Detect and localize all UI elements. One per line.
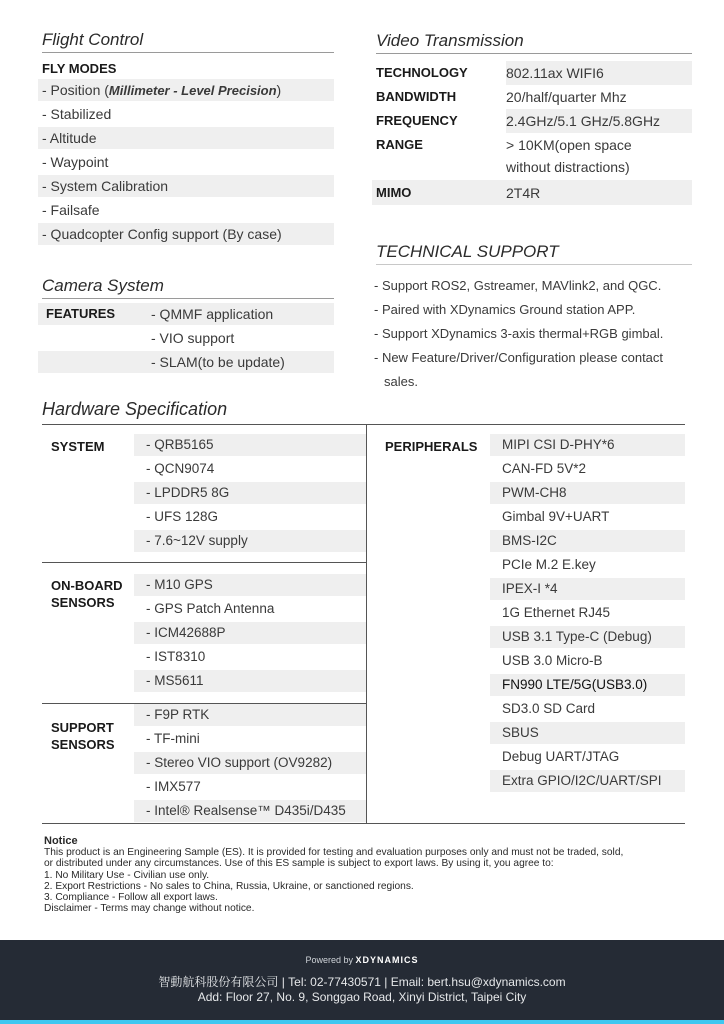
hardware-spec-title: Hardware Specification — [42, 399, 228, 419]
tech-support-line: - Support ROS2, Gstreamer, MAVlink2, and QGC. — [374, 278, 662, 293]
video-transmission-title: Video Transmission — [376, 31, 692, 54]
peripheral-item: SBUS — [490, 722, 685, 744]
video-row-technology: TECHNOLOGY 802.11ax WIFI6 — [372, 61, 692, 85]
video-row-range: RANGE > 10KM(open space without distractions) — [376, 137, 632, 175]
peripheral-item: Gimbal 9V+UART — [502, 509, 610, 524]
fly-mode-waypoint: - Waypoint — [42, 154, 109, 170]
camera-features-row — [38, 303, 334, 325]
fly-mode-position: - Position (Millimeter - Level Precision) — [38, 79, 334, 101]
peripheral-item: USB 3.1 Type-C (Debug) — [490, 626, 685, 648]
fly-mode-altitude: - Altitude — [38, 127, 334, 149]
fly-mode-failsafe: - Failsafe — [42, 202, 100, 218]
fly-modes-header: FLY MODES — [42, 61, 117, 76]
xdynamics-logo: XDYNAMICS — [355, 955, 419, 965]
powered-by: Powered by XDYNAMICS — [305, 955, 419, 965]
support-item: - Intel® Realsense™ D435i/D435 — [134, 800, 366, 822]
peripheral-item: PCIe M.2 E.key — [502, 557, 596, 572]
sensor-item: - GPS Patch Antenna — [146, 601, 275, 616]
notice-line: This product is an Engineering Sample (ES). It is provided for testing and evaluation purposes only and must not be traded, sold, — [44, 847, 624, 859]
notice-block — [44, 836, 694, 914]
sensor-item: - ICM42688P — [134, 622, 366, 644]
system-item: - QRB5165 — [134, 434, 366, 456]
support-item: - TF-mini — [146, 731, 200, 746]
camera-feature: - VIO support — [151, 330, 235, 346]
support-item: - F9P RTK — [134, 704, 366, 726]
precision-note: Millimeter - Level Precision — [108, 83, 277, 98]
system-item: - 7.6~12V supply — [134, 530, 366, 552]
sensor-item: - IST8310 — [146, 649, 206, 664]
video-row-frequency: FREQUENCY 2.4GHz/5.1 GHz/5.8GHz — [372, 109, 692, 133]
peripheral-item: 1G Ethernet RJ45 — [502, 605, 611, 620]
support-sensors-label: SUPPORT SENSORS — [51, 720, 115, 752]
system-item: - QCN9074 — [146, 461, 215, 476]
peripheral-item: USB 3.0 Micro-B — [502, 653, 603, 668]
tech-support-line: - Support XDynamics 3-axis thermal+RGB gimbal. — [374, 326, 664, 341]
footer-accent-stripe — [0, 1020, 724, 1024]
hardware-row-divider — [42, 562, 367, 563]
notice-line: 1. No Military Use - Civilian use only. — [44, 869, 210, 881]
support-item: - IMX577 — [146, 779, 201, 794]
peripheral-item: PWM-CH8 — [490, 482, 685, 504]
peripheral-item: Extra GPIO/I2C/UART/SPI — [490, 770, 685, 792]
notice-line: 3. Compliance - Follow all export laws. — [44, 892, 218, 904]
peripheral-item: SD3.0 SD Card — [502, 701, 596, 716]
support-item: - Stereo VIO support (OV9282) — [134, 752, 366, 774]
peripherals-label: PERIPHERALS — [385, 439, 478, 454]
footer-address: Add: Floor 27, No. 9, Songgao Road, Xinyi District, Taipei City — [197, 990, 527, 1004]
footer — [0, 940, 724, 1020]
fly-mode-stabilized: - Stabilized — [42, 106, 112, 122]
notice-title: Notice — [44, 835, 78, 847]
features-label: FEATURES — [46, 306, 116, 321]
system-item: - UFS 128G — [146, 509, 219, 524]
hardware-divider — [366, 424, 367, 824]
video-row-bandwidth: BANDWIDTH 20/half/quarter Mhz — [376, 89, 627, 105]
camera-feature: - QMMF application — [151, 306, 274, 322]
tech-support-line: sales. — [384, 374, 418, 389]
notice-line: 2. Export Restrictions - No sales to China, Russia, Ukraine, or sanctioned regions. — [44, 880, 414, 892]
onboard-sensors-label: ON-BOARD SENSORS — [51, 578, 123, 610]
notice-line: or distributed under any circumstances. Use of this ES sample is subject to export laws. By using it, you agree to: — [44, 858, 554, 870]
peripheral-item: IPEX-I *4 — [490, 578, 685, 600]
sensor-item: - MS5611 — [134, 670, 366, 692]
camera-feature: - SLAM(to be update) — [151, 354, 285, 370]
flight-control-title: Flight Control — [42, 30, 334, 53]
footer-contact: 智動航科股份有限公司 | Tel: 02-77430571 | Email: bert.hsu@xdynamics.com — [158, 975, 566, 989]
video-row-mimo: MIMO 2T4R — [372, 180, 692, 205]
peripheral-item: MIPI CSI D-PHY*6 — [490, 434, 685, 456]
camera-feature-row — [38, 351, 334, 373]
tech-support-line: - New Feature/Driver/Configuration please contact — [374, 350, 664, 365]
peripheral-item: CAN-FD 5V*2 — [502, 461, 587, 476]
peripheral-item: BMS-I2C — [490, 530, 685, 552]
fly-mode-calibration: - System Calibration — [38, 175, 334, 197]
peripheral-item: Debug UART/JTAG — [502, 749, 620, 764]
peripheral-item: FN990 LTE/5G(USB3.0) — [490, 674, 685, 696]
system-item: - LPDDR5 8G — [134, 482, 366, 504]
fly-mode-quadcopter: - Quadcopter Config support (By case) — [38, 223, 334, 245]
technical-support-title: TECHNICAL SUPPORT — [376, 242, 692, 265]
tech-support-line: - Paired with XDynamics Ground station APP. — [374, 302, 636, 317]
notice-line: Disclaimer - Terms may change without notice. — [44, 903, 255, 915]
sensor-item: - M10 GPS — [134, 574, 366, 596]
system-label: SYSTEM — [51, 439, 105, 454]
camera-system-title: Camera System — [42, 276, 334, 299]
